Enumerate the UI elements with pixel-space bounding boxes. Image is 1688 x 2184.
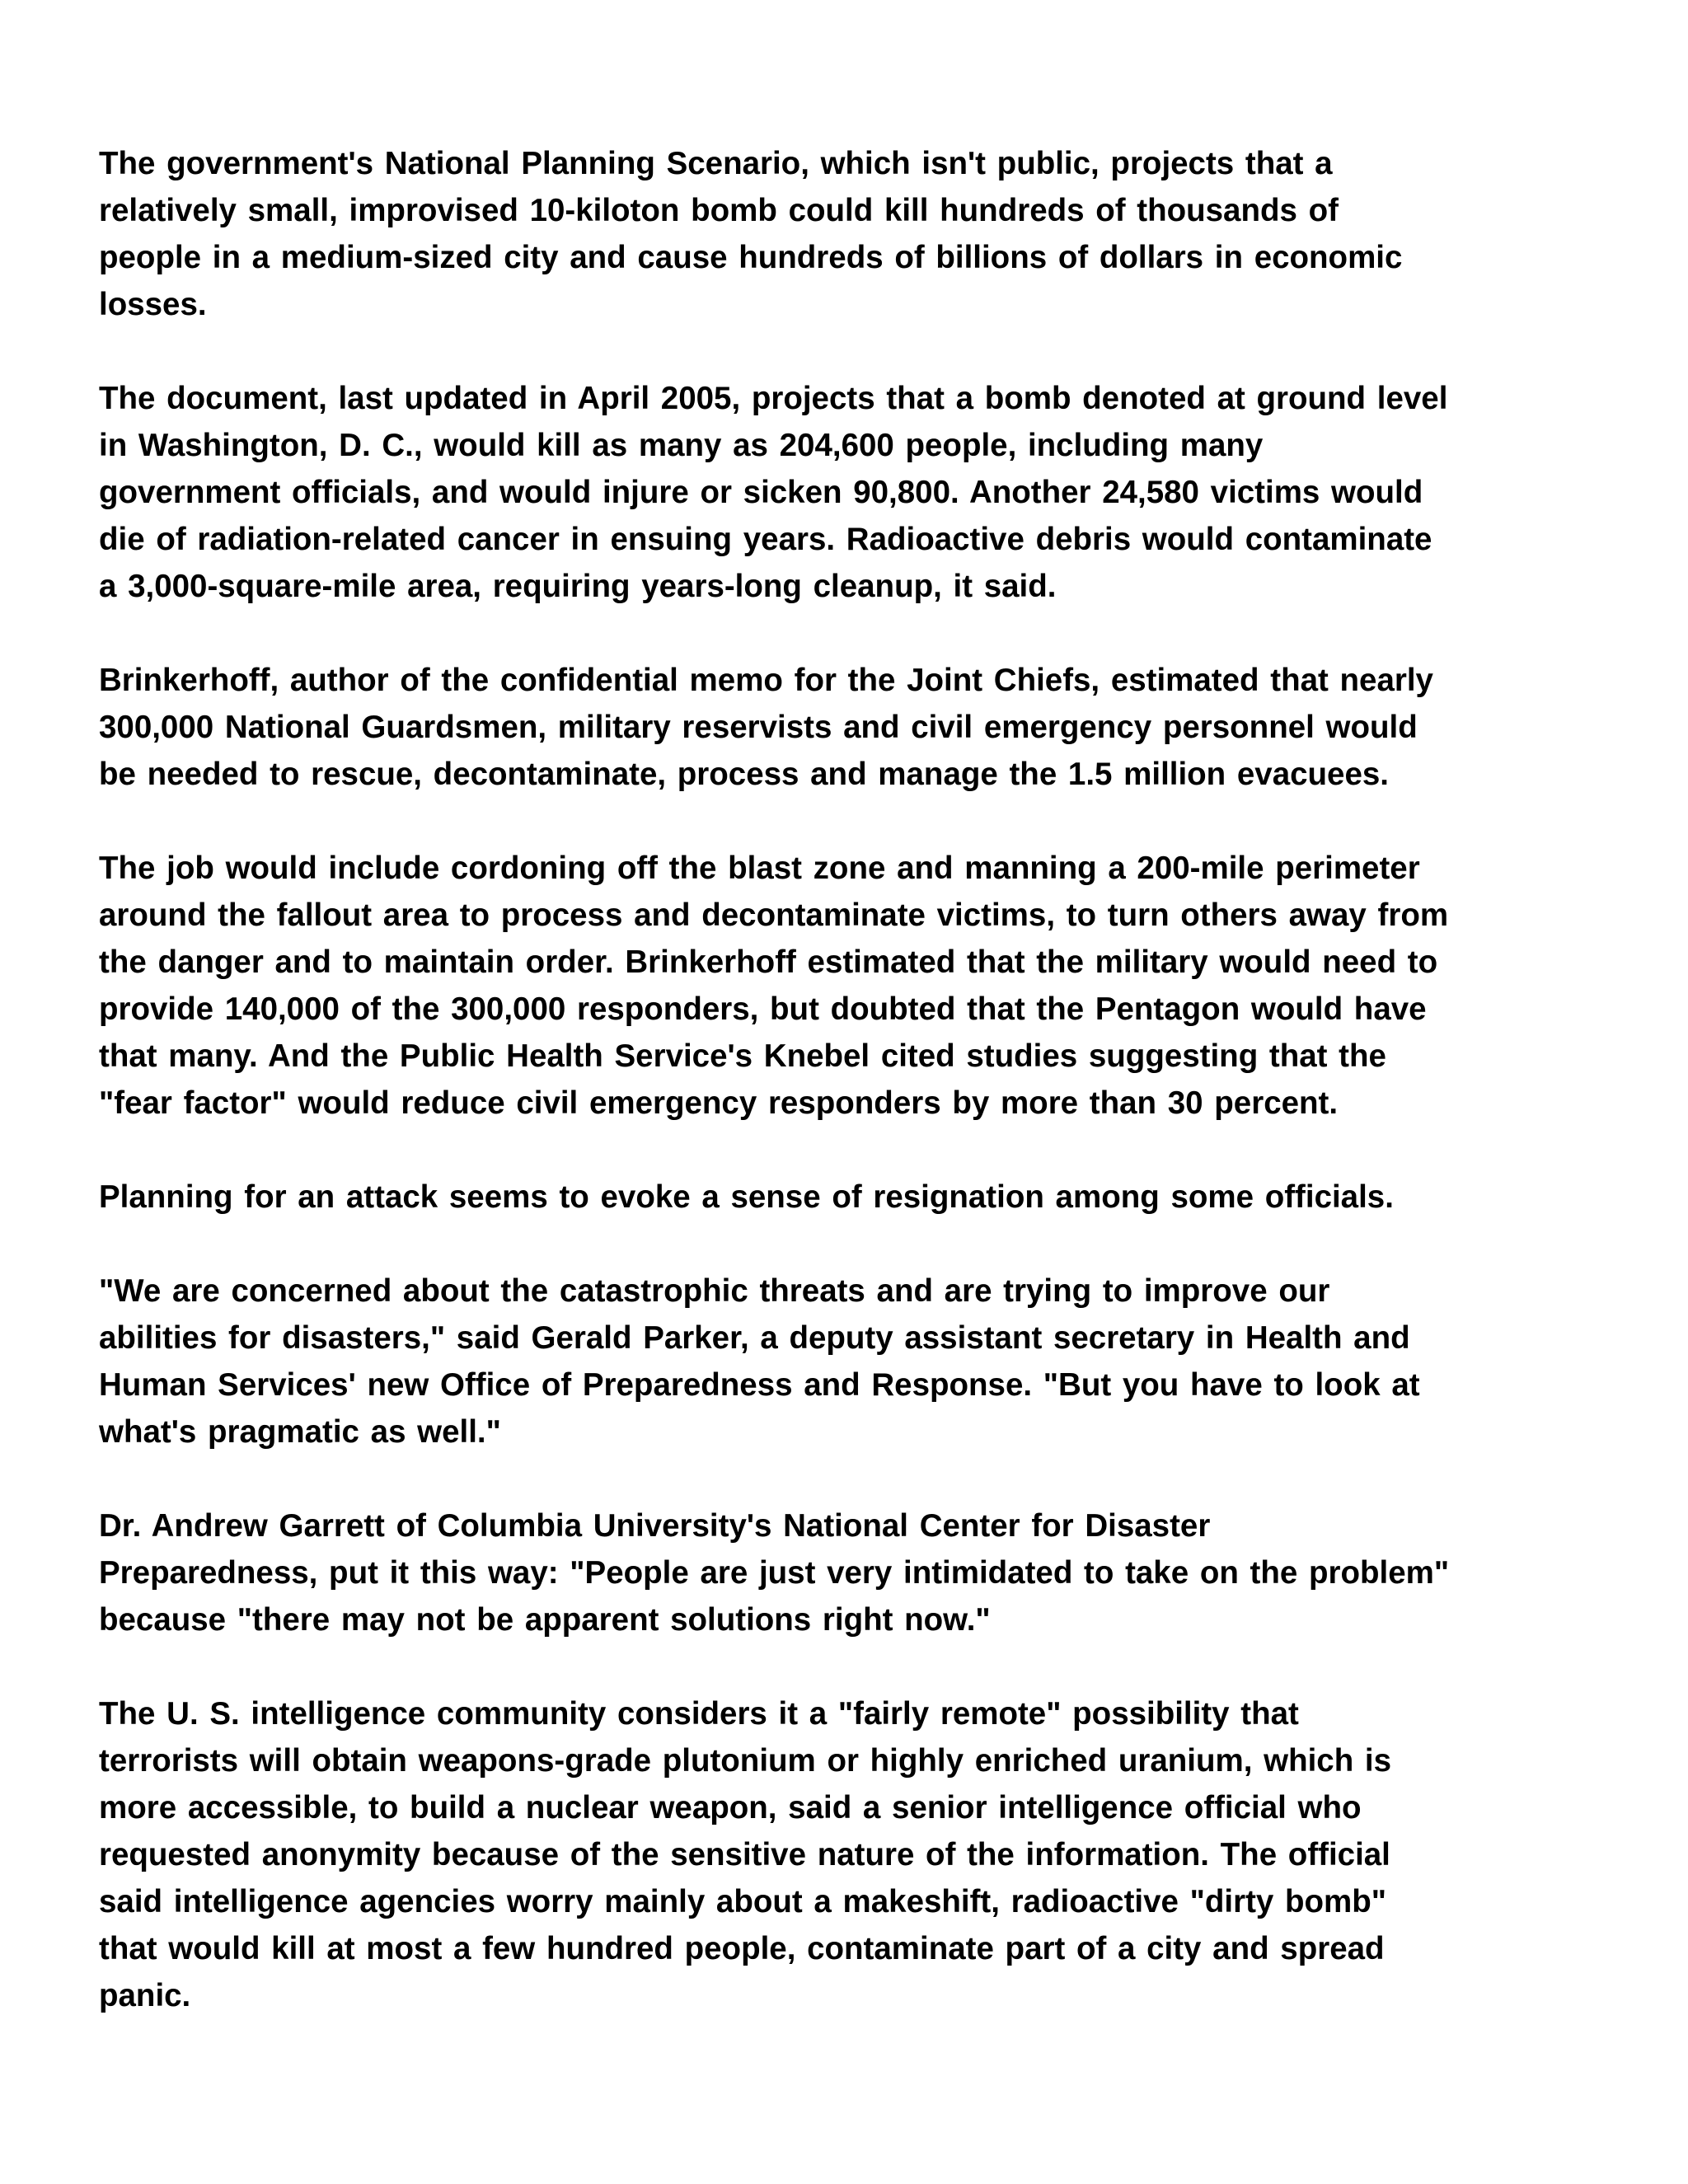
text-line: panic. (99, 1978, 191, 2013)
text-line: relatively small, improvised 10-kiloton bomb could kill hundreds of thousands of (99, 193, 1339, 228)
text-line: said intelligence agencies worry mainly about a makeshift, radioactive "dirty bomb" (99, 1884, 1387, 1919)
text-line: abilities for disasters," said Gerald Parker, a deputy assistant secretary in Health and (99, 1320, 1410, 1356)
text-line: what's pragmatic as well." (99, 1414, 501, 1450)
text-line: be needed to rescue, decontaminate, process and manage the 1.5 million evacuees. (99, 757, 1389, 792)
text-line: Brinkerhoff, author of the confidential memo for the Joint Chiefs, estimated that nearly (99, 663, 1433, 698)
text-line: government officials, and would injure or sicken 90,800. Another 24,580 victims would (99, 475, 1423, 510)
paragraph-5 (99, 1174, 1595, 1221)
text-line: Planning for an attack seems to evoke a sense of resignation among some officials. (99, 1179, 1394, 1215)
text-line: 300,000 National Guardsmen, military reservists and civil emergency personnel would (99, 710, 1418, 745)
text-line: in Washington, D. C., would kill as many as 204,600 people, including many (99, 428, 1264, 463)
text-line: The job would include cordoning off the blast zone and manning a 200-mile perimeter (99, 851, 1420, 886)
paragraph-4 (99, 845, 1595, 1127)
article-body (99, 140, 1595, 2066)
paragraph-8 (99, 1690, 1595, 2019)
paragraph-6 (99, 1268, 1595, 1455)
paragraph-7 (99, 1502, 1595, 1643)
text-line: a 3,000-square-mile area, requiring years-long cleanup, it said. (99, 569, 1057, 604)
text-line: Human Services' new Office of Preparedness and Response. "But you have to look at (99, 1367, 1420, 1403)
text-line: requested anonymity because of the sensitive nature of the information. The official (99, 1837, 1390, 1872)
paragraph-3 (99, 657, 1595, 798)
text-line: that would kill at most a few hundred people, contaminate part of a city and spread (99, 1931, 1385, 1966)
text-line: "We are concerned about the catastrophic threats and are trying to improve our (99, 1273, 1330, 1309)
text-line: provide 140,000 of the 300,000 responders, but doubted that the Pentagon would have (99, 991, 1427, 1027)
text-line: around the fallout area to process and decontaminate victims, to turn others away from (99, 898, 1449, 933)
text-line: terrorists will obtain weapons-grade plutonium or highly enriched uranium, which is (99, 1743, 1392, 1779)
paragraph-2 (99, 375, 1595, 610)
text-line: Dr. Andrew Garrett of Columbia University's National Center for Disaster (99, 1508, 1211, 1544)
text-line: people in a medium-sized city and cause hundreds of billions of dollars in economic (99, 240, 1403, 275)
text-line: The government's National Planning Scenario, which isn't public, projects that a (99, 146, 1333, 181)
text-line: Preparedness, put it this way: "People are just very intimidated to take on the problem" (99, 1555, 1450, 1591)
text-line: because "there may not be apparent solutions right now." (99, 1602, 991, 1638)
text-line: the danger and to maintain order. Brinkerhoff estimated that the military would need to (99, 944, 1438, 980)
text-line: The U. S. intelligence community considers it a "fairly remote" possibility that (99, 1696, 1299, 1732)
text-line: die of radiation-related cancer in ensuing years. Radioactive debris would contaminate (99, 522, 1432, 557)
text-line: that many. And the Public Health Service's Knebel cited studies suggesting that the (99, 1038, 1386, 1074)
text-line: The document, last updated in April 2005, projects that a bomb denoted at ground level (99, 381, 1448, 416)
text-line: "fear factor" would reduce civil emergency responders by more than 30 percent. (99, 1085, 1339, 1121)
paragraph-1 (99, 140, 1595, 328)
text-line: losses. (99, 287, 207, 322)
text-line: more accessible, to build a nuclear weapon, said a senior intelligence official who (99, 1790, 1362, 1825)
